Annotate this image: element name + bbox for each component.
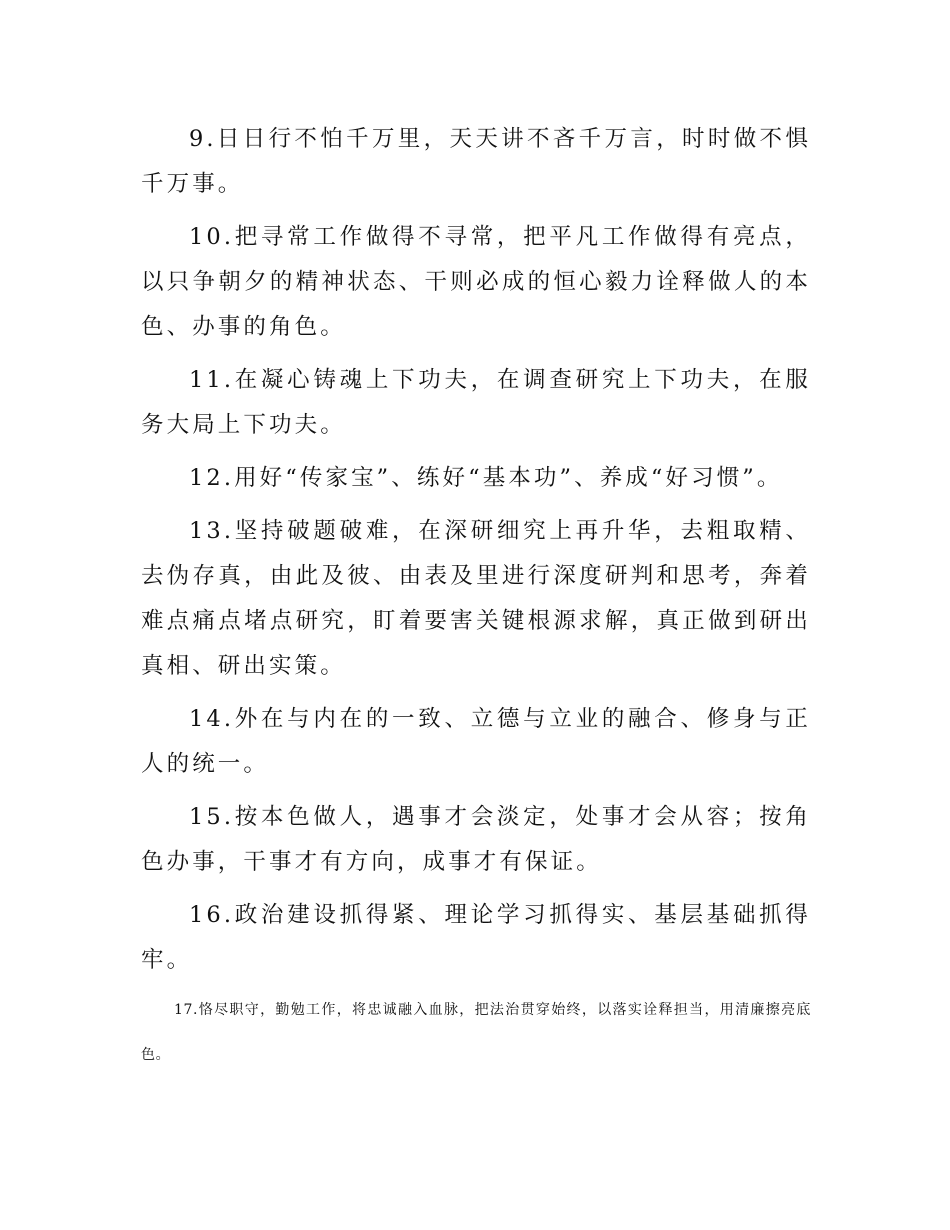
paragraph-10: 10.把寻常工作做得不寻常，把平凡工作做得有亮点，以只争朝夕的精神状态、干则必成的恒心毅力诠释做人的本色、办事的角色。 <box>141 224 811 340</box>
paragraph-14: 14.外在与内在的一致、立德与立业的融合、修身与正人的统一。 <box>141 706 811 777</box>
paragraph-11: 11.在凝心铸魂上下功夫，在调查研究上下功夫，在服务大局上下功夫。 <box>141 367 811 438</box>
document-body <box>141 117 811 1086</box>
paragraph-17: 17.恪尽职守，勤勉工作，将忠诚融入血脉，把法治贯穿始终，以落实诠释担当，用清廉擦亮底色。 <box>141 1002 811 1063</box>
paragraph-9: 9.日日行不怕千万里，天天讲不吝千万言，时时做不惧千万事。 <box>141 126 811 197</box>
paragraph-15: 15.按本色做人，遇事才会淡定，处事才会从容；按角色办事，干事才有方向，成事才有保证。 <box>141 804 811 875</box>
paragraph-16: 16.政治建设抓得紧、理论学习抓得实、基层基础抓得牢。 <box>141 902 811 973</box>
paragraph-13: 13.坚持破题破难，在深研细究上再升华，去粗取精、去伪存真，由此及彼、由表及里进行深度研判和思考，奔着难点痛点堵点研究，盯着要害关键根源求解，真正做到研出真相、研出实策。 <box>141 518 811 679</box>
paragraph-12: 12.用好“传家宝”、练好“基本功”、养成“好习惯”。 <box>189 465 783 491</box>
